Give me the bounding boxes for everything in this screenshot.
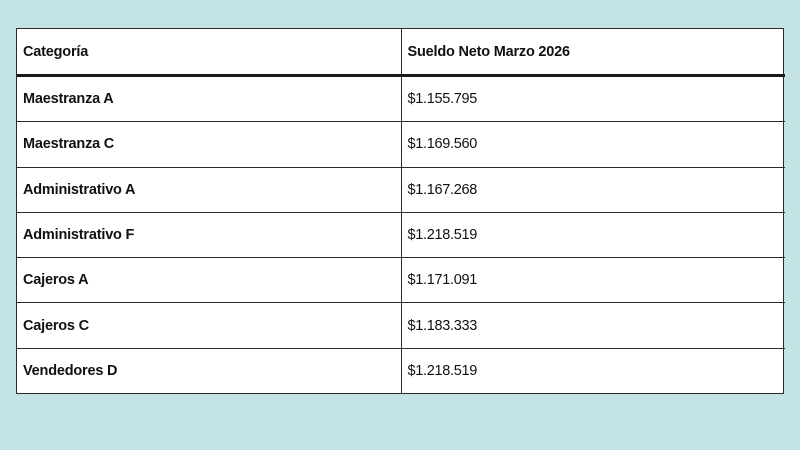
table-row <box>17 122 785 167</box>
table-row <box>17 212 785 257</box>
salary-cell: $1.218.519 <box>401 212 785 257</box>
category-cell: Cajeros A <box>17 258 401 303</box>
category-cell: Administrativo F <box>17 212 401 257</box>
table-row <box>17 258 785 303</box>
salary-cell: $1.171.091 <box>401 258 785 303</box>
table-row <box>17 167 785 212</box>
category-cell: Administrativo A <box>17 167 401 212</box>
table-row <box>17 76 785 122</box>
salary-cell: $1.155.795 <box>401 76 785 122</box>
table-header-row <box>17 29 785 76</box>
table-row <box>17 303 785 348</box>
salary-cell: $1.167.268 <box>401 167 785 212</box>
salary-cell: $1.218.519 <box>401 348 785 393</box>
category-cell: Cajeros C <box>17 303 401 348</box>
header-category: Categoría <box>17 29 401 76</box>
salary-cell: $1.169.560 <box>401 122 785 167</box>
category-cell: Maestranza A <box>17 76 401 122</box>
salary-table-card <box>16 28 784 394</box>
salary-cell: $1.183.333 <box>401 303 785 348</box>
table-row <box>17 348 785 393</box>
category-cell: Maestranza C <box>17 122 401 167</box>
header-net-salary: Sueldo Neto Marzo 2026 <box>401 29 785 76</box>
category-cell: Vendedores D <box>17 348 401 393</box>
salary-table <box>17 29 785 393</box>
